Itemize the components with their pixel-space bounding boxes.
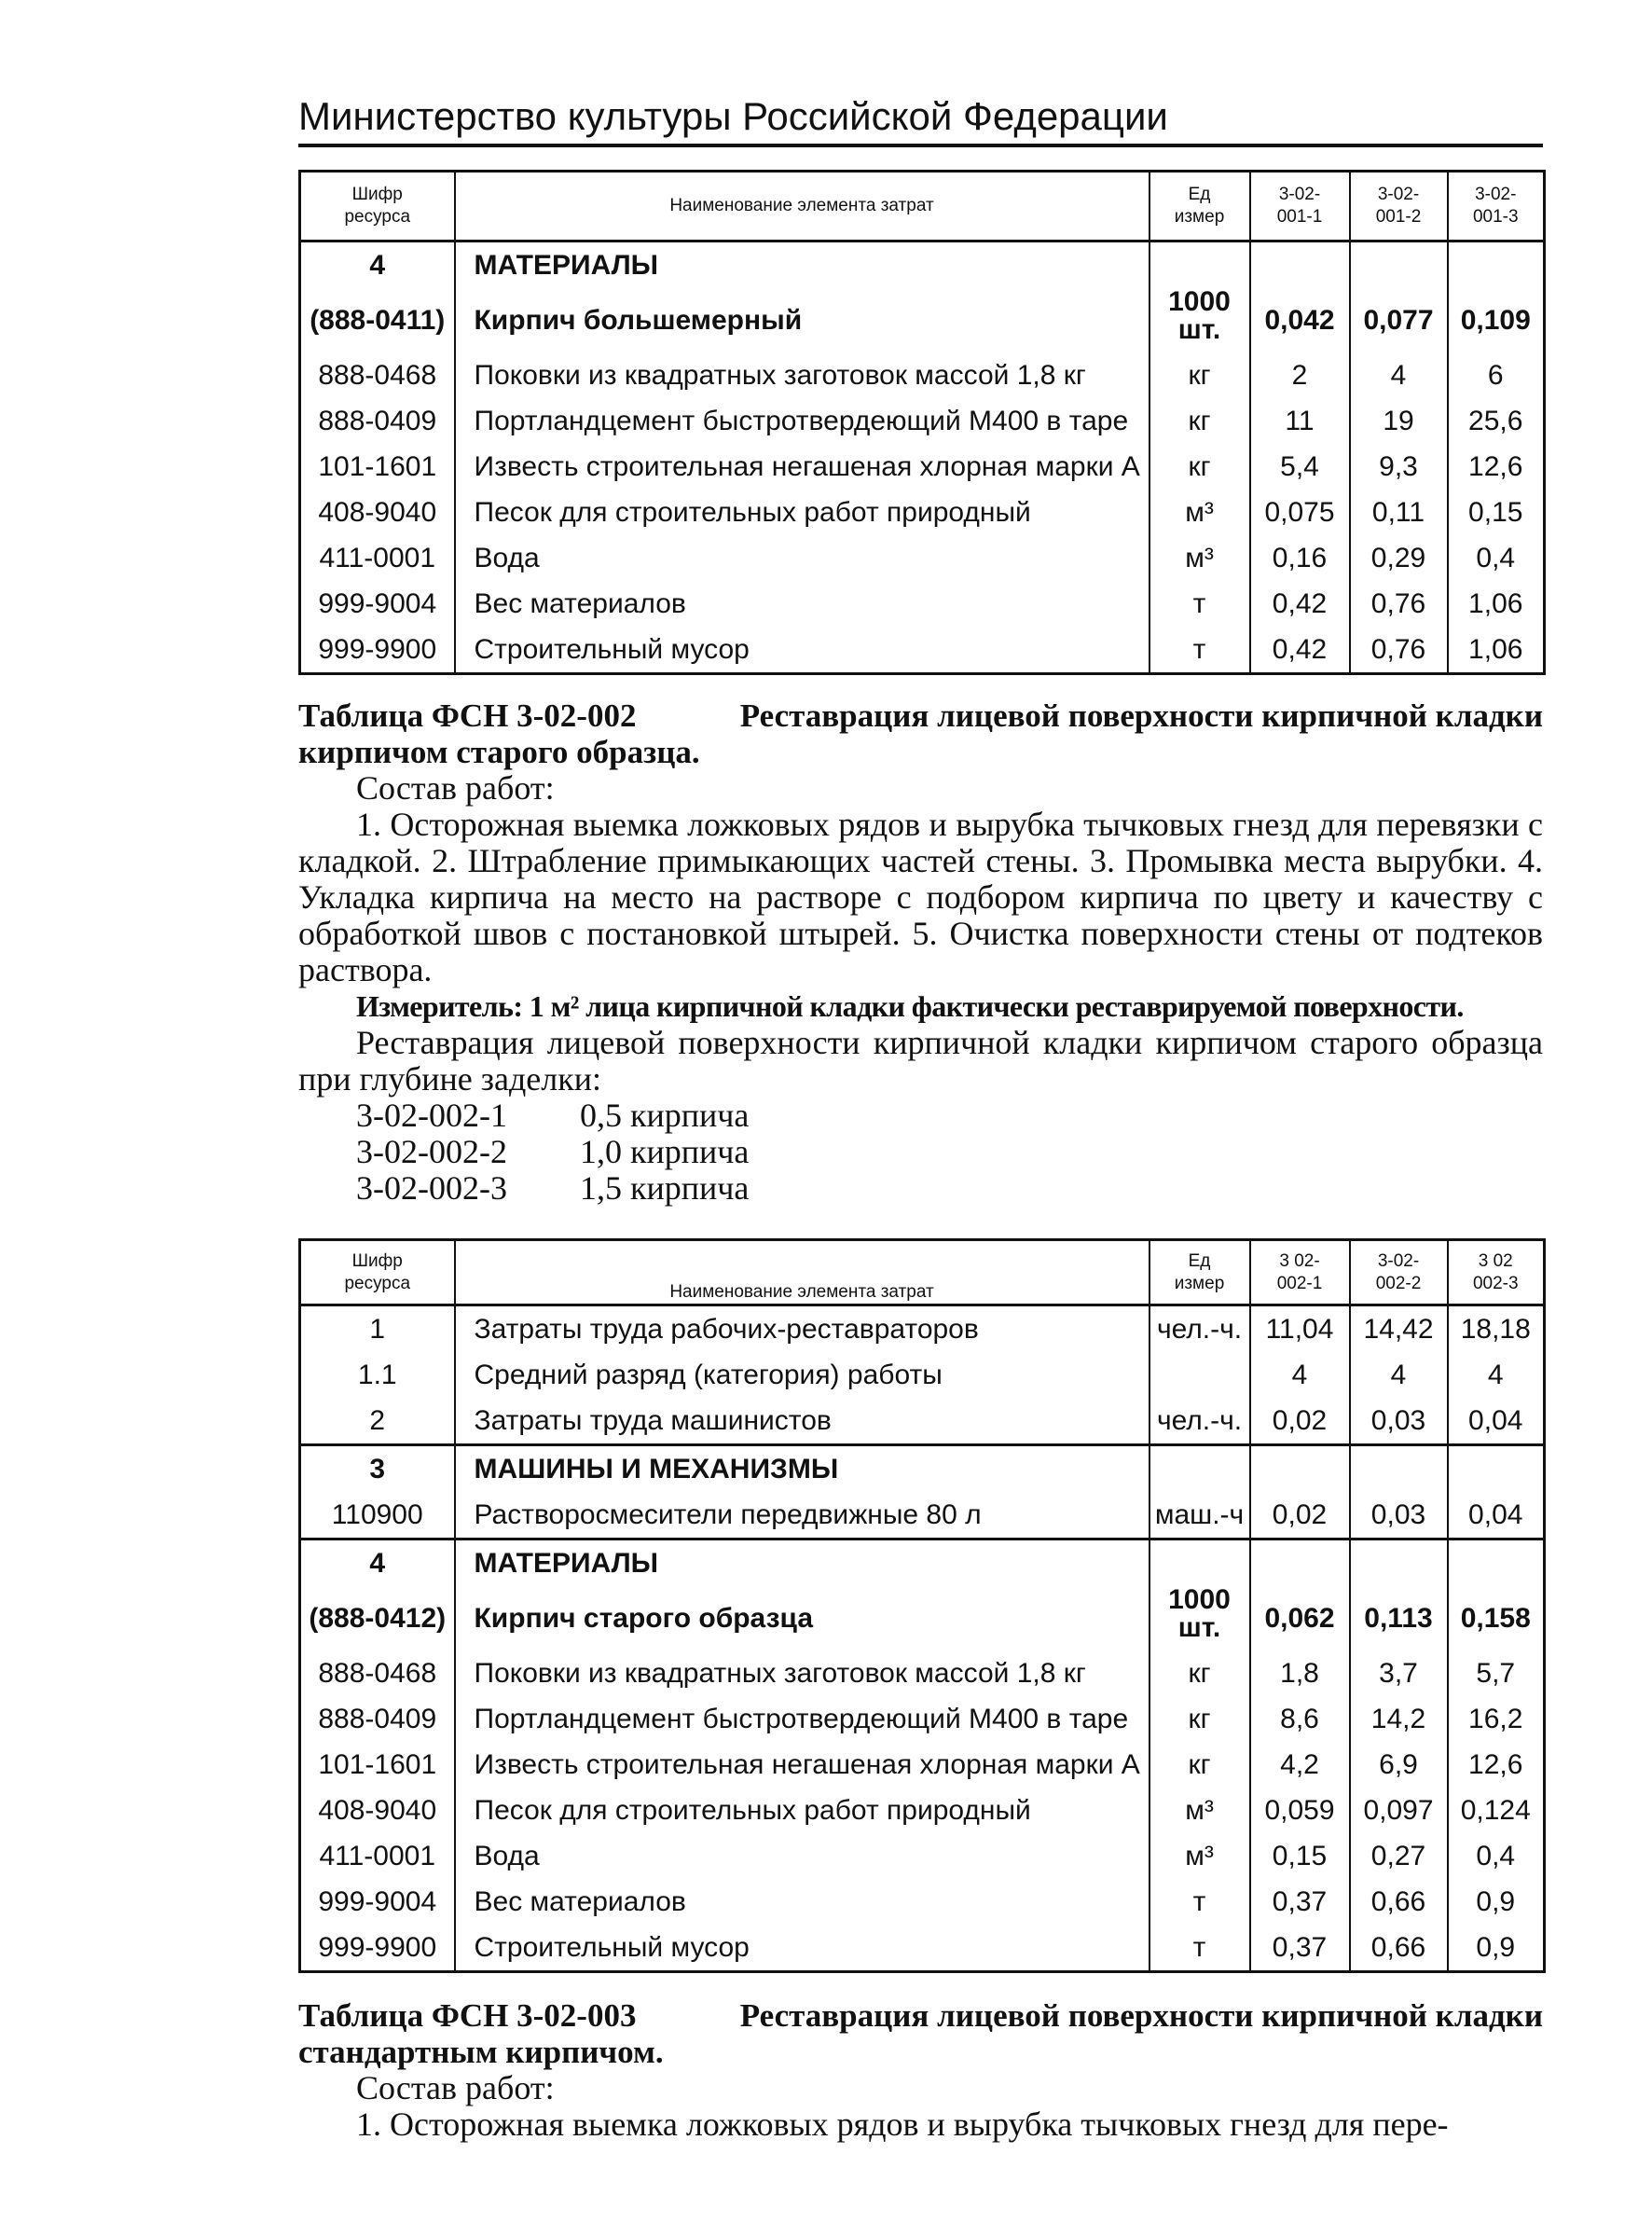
value-cell: 0,097	[1350, 1788, 1448, 1833]
value-cell: 0,062	[1250, 1586, 1350, 1650]
value-cell: 0,66	[1350, 1879, 1448, 1925]
resource-code: 999-9004	[300, 581, 455, 627]
value-cell: 11	[1250, 398, 1350, 444]
header-col-3: 3-02- 001-3	[1448, 172, 1545, 242]
value-cell: 11,04	[1250, 1305, 1350, 1353]
unit-cell	[1150, 242, 1250, 289]
value-cell: 0,42	[1250, 627, 1350, 674]
table-row	[300, 581, 1545, 627]
value-cell: 0,109	[1448, 288, 1545, 352]
value-cell	[1350, 242, 1448, 289]
value-cell: 0,124	[1448, 1788, 1545, 1833]
value-cell	[1350, 1445, 1448, 1493]
resource-table-3-02-002	[298, 1238, 1546, 1973]
resource-name: Поковки из квадратных заготовок массой 1,8 кг	[455, 1650, 1150, 1696]
unit-cell: чел.-ч.	[1150, 1398, 1250, 1445]
table-row	[300, 1540, 1545, 1587]
value-cell: 0,15	[1448, 490, 1545, 535]
unit-cell: т	[1150, 627, 1250, 674]
value-cell: 18,18	[1448, 1305, 1545, 1353]
unit-cell: 1000 шт.	[1150, 1586, 1250, 1650]
value-cell: 0,113	[1350, 1586, 1448, 1650]
resource-code: (888-0412)	[300, 1586, 455, 1650]
unit-cell: м³	[1150, 490, 1250, 535]
resource-code: 4	[300, 242, 455, 289]
resource-name: Кирпич старого образца	[455, 1586, 1150, 1650]
table-row	[300, 444, 1545, 490]
unit-cell: м³	[1150, 535, 1250, 581]
value-cell: 0,158	[1448, 1586, 1545, 1650]
value-cell: 0,27	[1350, 1833, 1448, 1879]
resource-code: 888-0468	[300, 352, 455, 398]
section-3-02-002	[298, 697, 1543, 1207]
unit-cell	[1150, 1352, 1250, 1398]
value-cell: 0,66	[1350, 1925, 1448, 1972]
header-col-1: 3 02- 002-1	[1250, 1240, 1350, 1305]
resource-name: МАТЕРИАЛЫ	[455, 1540, 1150, 1587]
table-row	[300, 1398, 1545, 1445]
value-cell: 2	[1250, 352, 1350, 398]
resource-code: 411-0001	[300, 535, 455, 581]
value-cell	[1250, 242, 1350, 289]
value-cell: 0,37	[1250, 1925, 1350, 1972]
table-row	[300, 1352, 1545, 1398]
value-cell: 0,03	[1350, 1492, 1448, 1540]
value-cell: 3,7	[1350, 1650, 1448, 1696]
table-row	[300, 1586, 1545, 1650]
value-cell	[1350, 1540, 1448, 1587]
value-cell: 19	[1350, 398, 1448, 444]
value-cell: 14,2	[1350, 1696, 1448, 1742]
resource-code: 888-0468	[300, 1650, 455, 1696]
unit-cell: м³	[1150, 1788, 1250, 1833]
resource-name: Вес материалов	[455, 581, 1150, 627]
header-col-2: 3-02- 002-2	[1350, 1240, 1448, 1305]
resource-name: Затраты труда рабочих-реставраторов	[455, 1305, 1150, 1353]
unit-cell: чел.-ч.	[1150, 1305, 1250, 1353]
variant-row: 3-02-002-3 1,5 кирпича	[356, 1169, 750, 1207]
unit-cell: кг	[1150, 1650, 1250, 1696]
header-code: Шифр ресурса	[300, 172, 455, 242]
value-cell: 0,29	[1350, 535, 1448, 581]
value-cell: 9,3	[1350, 444, 1448, 490]
value-cell: 8,6	[1250, 1696, 1350, 1742]
section-title: Таблица ФСН 3-02-002 Реставрация лицевой поверхности кирпичной кладки	[298, 697, 1543, 734]
value-cell	[1250, 1445, 1350, 1493]
unit-cell: кг	[1150, 1742, 1250, 1788]
unit-cell: кг	[1150, 444, 1250, 490]
table-row	[300, 1445, 1545, 1493]
resource-table-3-02-001	[298, 170, 1546, 675]
table-row	[300, 1492, 1545, 1540]
value-cell: 5,4	[1250, 444, 1350, 490]
resource-code: 110900	[300, 1492, 455, 1540]
value-cell: 12,6	[1448, 1742, 1545, 1788]
resource-name: МАТЕРИАЛЫ	[455, 242, 1150, 289]
resource-name: Вода	[455, 1833, 1150, 1879]
resource-name: Песок для строительных работ природный	[455, 490, 1150, 535]
table-row	[300, 1696, 1545, 1742]
header-name: Наименование элемента затрат	[455, 1240, 1150, 1305]
table-row	[300, 490, 1545, 535]
resource-code: 408-9040	[300, 1788, 455, 1833]
value-cell: 0,76	[1350, 627, 1448, 674]
header-unit: Ед измер	[1150, 172, 1250, 242]
value-cell: 4,2	[1250, 1742, 1350, 1788]
unit-cell	[1150, 1540, 1250, 1587]
unit-cell	[1150, 1445, 1250, 1493]
resource-name: Портландцемент быстротвердеющий М400 в таре	[455, 1696, 1150, 1742]
variant-row: 3-02-002-2 1,0 кирпича	[356, 1133, 750, 1170]
unit-cell: т	[1150, 1879, 1250, 1925]
resource-name: Известь строительная негашеная хлорная марки А	[455, 444, 1150, 490]
resource-name: Средний разряд (категория) работы	[455, 1352, 1150, 1398]
value-cell: 0,37	[1250, 1879, 1350, 1925]
unit-cell: кг	[1150, 398, 1250, 444]
value-cell: 0,4	[1448, 535, 1545, 581]
value-cell	[1250, 1540, 1350, 1587]
value-cell	[1448, 1445, 1545, 1493]
description: Реставрация лицевой поверхности кирпичной кладки кирпичом старого образца при глубине заделки:	[298, 1024, 1543, 1098]
table-body	[300, 1305, 1545, 1972]
table-row	[300, 1788, 1545, 1833]
header-col-2: 3-02- 001-2	[1350, 172, 1448, 242]
resource-code: 999-9900	[300, 1925, 455, 1972]
value-cell: 0,16	[1250, 535, 1350, 581]
table-row	[300, 288, 1545, 352]
resource-code: (888-0411)	[300, 288, 455, 352]
value-cell: 0,04	[1448, 1492, 1545, 1540]
header-col-1: 3-02- 001-1	[1250, 172, 1350, 242]
table-row	[300, 352, 1545, 398]
unit-cell: т	[1150, 1925, 1250, 1972]
value-cell: 0,02	[1250, 1492, 1350, 1540]
table-body	[300, 242, 1545, 674]
measure-unit: Измеритель: 1 м² лица кирпичной кладки фактически реставрируемой поверхности.	[356, 989, 1464, 1023]
table-row	[300, 627, 1545, 674]
table-row	[300, 1742, 1545, 1788]
resource-name: Портландцемент быстротвердеющий М400 в таре	[455, 398, 1150, 444]
value-cell: 0,9	[1448, 1879, 1545, 1925]
variant-row: 3-02-002-1 0,5 кирпича	[356, 1097, 750, 1134]
resource-name: МАШИНЫ И МЕХАНИЗМЫ	[455, 1445, 1150, 1493]
unit-cell: м³	[1150, 1833, 1250, 1879]
resource-name: Известь строительная негашеная хлорная марки А	[455, 1742, 1150, 1788]
value-cell: 14,42	[1350, 1305, 1448, 1353]
resource-name: Кирпич большемерный	[455, 288, 1150, 352]
value-cell: 12,6	[1448, 444, 1545, 490]
resource-code: 3	[300, 1445, 455, 1493]
resource-name: Вода	[455, 535, 1150, 581]
value-cell: 0,077	[1350, 288, 1448, 352]
header-col-3: 3 02 002-3	[1448, 1240, 1545, 1305]
resource-name: Поковки из квадратных заготовок массой 1,8 кг	[455, 352, 1150, 398]
table-row	[300, 242, 1545, 289]
section-3-02-003	[298, 1997, 1543, 2143]
resource-name: Строительный мусор	[455, 627, 1150, 674]
header-name: Наименование элемента затрат	[455, 172, 1150, 242]
unit-cell: т	[1150, 581, 1250, 627]
value-cell: 0,11	[1350, 490, 1448, 535]
value-cell: 0,9	[1448, 1925, 1545, 1972]
resource-code: 999-9900	[300, 627, 455, 674]
works-text: 1. Осторожная выемка ложковых рядов и вырубка тычковых гнезд для пере-	[356, 2106, 1449, 2143]
value-cell: 6	[1448, 352, 1545, 398]
resource-name: Затраты труда машинистов	[455, 1398, 1150, 1445]
value-cell: 1,8	[1250, 1650, 1350, 1696]
resource-code: 888-0409	[300, 398, 455, 444]
resource-code: 999-9004	[300, 1879, 455, 1925]
value-cell: 4	[1448, 1352, 1545, 1398]
section-title: Таблица ФСН 3-02-003 Реставрация лицевой поверхности кирпичной кладки	[298, 1997, 1543, 2034]
value-cell	[1448, 1540, 1545, 1587]
value-cell: 0,042	[1250, 288, 1350, 352]
value-cell	[1448, 242, 1545, 289]
value-cell: 0,04	[1448, 1398, 1545, 1445]
value-cell: 0,15	[1250, 1833, 1350, 1879]
unit-cell: 1000 шт.	[1150, 288, 1250, 352]
value-cell: 0,76	[1350, 581, 1448, 627]
works-label: Состав работ:	[356, 769, 555, 807]
resource-code: 408-9040	[300, 490, 455, 535]
resource-code: 1.1	[300, 1352, 455, 1398]
value-cell: 0,075	[1250, 490, 1350, 535]
table-row	[300, 1305, 1545, 1353]
section-title-continued: стандартным кирпичом.	[298, 2034, 664, 2070]
resource-code: 888-0409	[300, 1696, 455, 1742]
value-cell: 0,42	[1250, 581, 1350, 627]
resource-code: 411-0001	[300, 1833, 455, 1879]
value-cell: 6,9	[1350, 1742, 1448, 1788]
unit-cell: кг	[1150, 1696, 1250, 1742]
table-row	[300, 1833, 1545, 1879]
value-cell: 25,6	[1448, 398, 1545, 444]
value-cell: 16,2	[1448, 1696, 1545, 1742]
value-cell: 4	[1250, 1352, 1350, 1398]
resource-code: 2	[300, 1398, 455, 1445]
header-code: Шифр ресурса	[300, 1240, 455, 1305]
unit-cell: кг	[1150, 352, 1250, 398]
resource-code: 101-1601	[300, 444, 455, 490]
value-cell: 1,06	[1448, 581, 1545, 627]
value-cell: 0,4	[1448, 1833, 1545, 1879]
value-cell: 1,06	[1448, 627, 1545, 674]
header-unit: Ед измер	[1150, 1240, 1250, 1305]
table-row	[300, 1925, 1545, 1972]
value-cell: 0,02	[1250, 1398, 1350, 1445]
resource-code: 1	[300, 1305, 455, 1353]
table-row	[300, 1879, 1545, 1925]
value-cell: 4	[1350, 1352, 1448, 1398]
resource-code: 4	[300, 1540, 455, 1587]
resource-name: Растворосмесители передвижные 80 л	[455, 1492, 1150, 1540]
value-cell: 0,03	[1350, 1398, 1448, 1445]
resource-name: Строительный мусор	[455, 1925, 1150, 1972]
page-header: Министерство культуры Российской Федерации	[298, 90, 1543, 147]
table-row	[300, 398, 1545, 444]
resource-name: Вес материалов	[455, 1879, 1150, 1925]
table-row	[300, 1650, 1545, 1696]
section-title-continued: кирпичом старого образца.	[298, 734, 700, 770]
unit-cell: маш.-ч	[1150, 1492, 1250, 1540]
works-text: 1. Осторожная выемка ложковых рядов и вырубка тычковых гнезд для перевязки с кладкой. 2. Штрабление примыкающих частей стены. 3. Промывка места вырубки. 4. Укладка кирпича на место на растворе с подбором кирпича по цвету и качеству с обработкой швов с постановкой штырей. 5. Очистка поверхности стены от подтеков раствора.	[298, 806, 1543, 988]
value-cell: 4	[1350, 352, 1448, 398]
resource-code: 101-1601	[300, 1742, 455, 1788]
value-cell: 5,7	[1448, 1650, 1545, 1696]
works-label: Состав работ:	[356, 2069, 555, 2106]
resource-name: Песок для строительных работ природный	[455, 1788, 1150, 1833]
value-cell: 0,059	[1250, 1788, 1350, 1833]
table-row	[300, 535, 1545, 581]
